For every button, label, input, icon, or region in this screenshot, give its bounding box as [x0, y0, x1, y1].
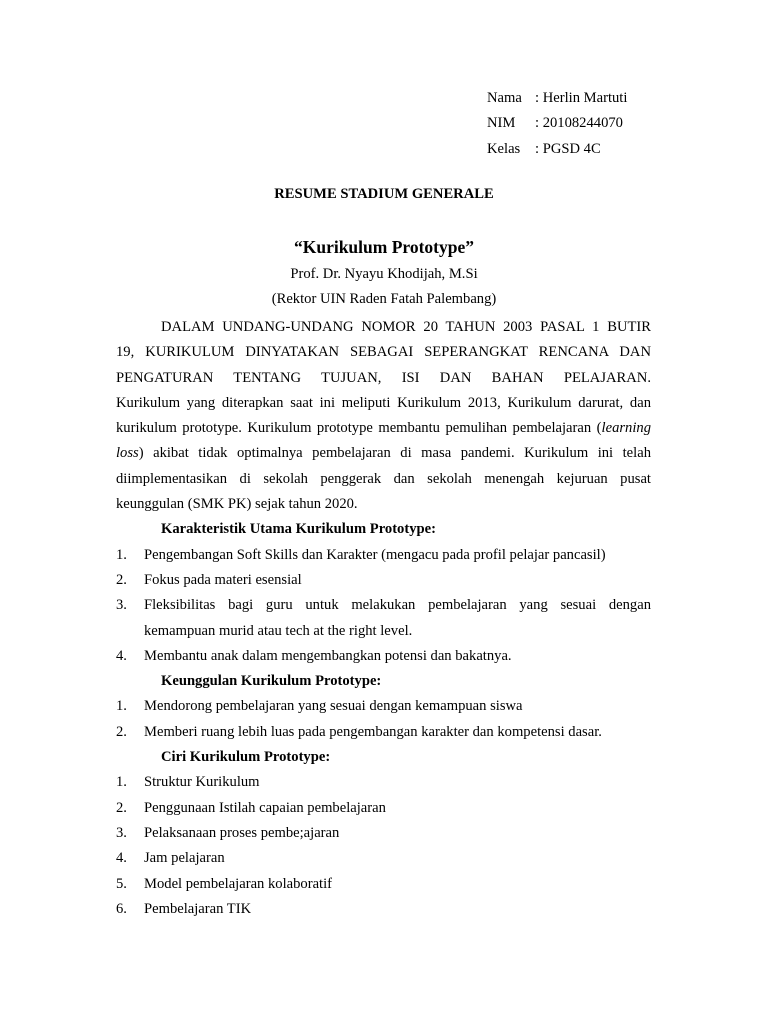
intro-paragraph [116, 315, 651, 517]
list-number: 2. [116, 571, 127, 588]
list-text: Membantu anak dalam mengembangkan potensi dan bakatnya. [144, 647, 512, 664]
identity-value: : Herlin Martuti [535, 90, 628, 106]
list-text: Fokus pada materi esensial [144, 571, 302, 588]
list-item [116, 770, 651, 795]
intro-rest [116, 391, 651, 517]
list-ciri [116, 770, 651, 922]
document-title: RESUME STADIUM GENERALE [274, 186, 494, 202]
document-body [116, 315, 651, 922]
list-item [116, 720, 651, 745]
list-text: Jam pelajaran [144, 850, 225, 867]
list-karakteristik [116, 543, 651, 669]
list-number: 2. [116, 799, 127, 816]
list-item [116, 846, 651, 871]
identity-value: : 20108244070 [535, 115, 623, 132]
list-number: 3. [116, 824, 127, 841]
identity-row-class [487, 137, 627, 162]
list-text: Mendorong pembelajaran yang sesuai dengan kemampuan siswa [144, 698, 523, 715]
list-text: Pembelajaran TIK [144, 900, 252, 917]
list-item [116, 821, 651, 846]
list-text: Struktur Kurikulum [144, 774, 260, 791]
list-item [116, 872, 651, 897]
identity-label: Kelas [487, 140, 521, 157]
section-heading-karakteristik: Karakteristik Utama Kurikulum Prototype: [161, 521, 436, 538]
identity-row-nim [487, 111, 627, 136]
intro-text: ) akibat tidak optimalnya pembelajaran di masa pandemi. Kurikulum ini telah diimplementasikan di sekolah penggerak dan sekolah menengah kejuruan pusat keunggulan (SMK PK) sejak tahun 2020. [116, 445, 651, 513]
speaker-role: (Rektor UIN Raden Fatah Palembang) [271, 291, 497, 307]
section-heading-keunggulan: Keunggulan Kurikulum Prototype: [161, 673, 382, 690]
identity-value: : PGSD 4C [535, 140, 601, 157]
list-number: 5. [116, 875, 127, 892]
list-item [116, 543, 651, 568]
list-item [116, 796, 651, 821]
list-number: 6. [116, 900, 127, 917]
list-item [116, 897, 651, 922]
list-item [116, 694, 651, 719]
list-number: 1. [116, 774, 127, 791]
list-item [116, 644, 651, 669]
intro-line: PENGATURAN TENTANG TUJUAN, ISI DAN BAHAN PELAJARAN. [116, 369, 651, 386]
intro-line: DALAM UNDANG-UNDANG NOMOR 20 TAHUN 2003 PASAL 1 BUTIR [161, 319, 651, 335]
document-subtitle: “Kurikulum Prototype” [293, 237, 475, 257]
list-text: Model pembelajaran kolaboratif [144, 875, 333, 892]
list-text: Penggunaan Istilah capaian pembelajaran [144, 799, 386, 816]
list-number: 3. [116, 597, 127, 614]
list-text: Fleksibilitas bagi guru untuk melakukan pembelajaran yang sesuai dengan kemampuan murid atau tech at the right level. [144, 597, 651, 639]
intro-italic: learning loss [116, 420, 651, 462]
identity-row-name [487, 86, 627, 111]
identity-label: Nama [487, 90, 522, 106]
intro-line: 19, KURIKULUM DINYATAKAN SEBAGAI SEPERANGKAT RENCANA DAN [116, 344, 651, 361]
list-item [116, 568, 651, 593]
list-text: Pengembangan Soft Skills dan Karakter (mengacu pada profil pelajar pancasil) [144, 546, 606, 563]
list-number: 2. [116, 723, 127, 740]
speaker-name: Prof. Dr. Nyayu Khodijah, M.Si [290, 266, 478, 282]
list-item [116, 593, 651, 644]
intro-text: Kurikulum yang diterapkan saat ini meliputi Kurikulum 2013, Kurikulum darurat, dan kurikulum prototype. Kurikulum prototype membantu pemulihan pembelajaran ( [116, 394, 651, 437]
list-text: Memberi ruang lebih luas pada pengembangan karakter dan kompetensi dasar. [144, 723, 602, 740]
student-identity [487, 86, 627, 162]
section-heading-ciri: Ciri Kurikulum Prototype: [161, 749, 331, 766]
list-number: 4. [116, 647, 127, 664]
identity-label: NIM [487, 115, 516, 132]
list-keunggulan [116, 694, 651, 745]
list-number: 4. [116, 850, 127, 867]
list-number: 1. [116, 698, 127, 715]
list-text: Pelaksanaan proses pembe;ajaran [144, 824, 340, 841]
list-number: 1. [116, 546, 127, 563]
